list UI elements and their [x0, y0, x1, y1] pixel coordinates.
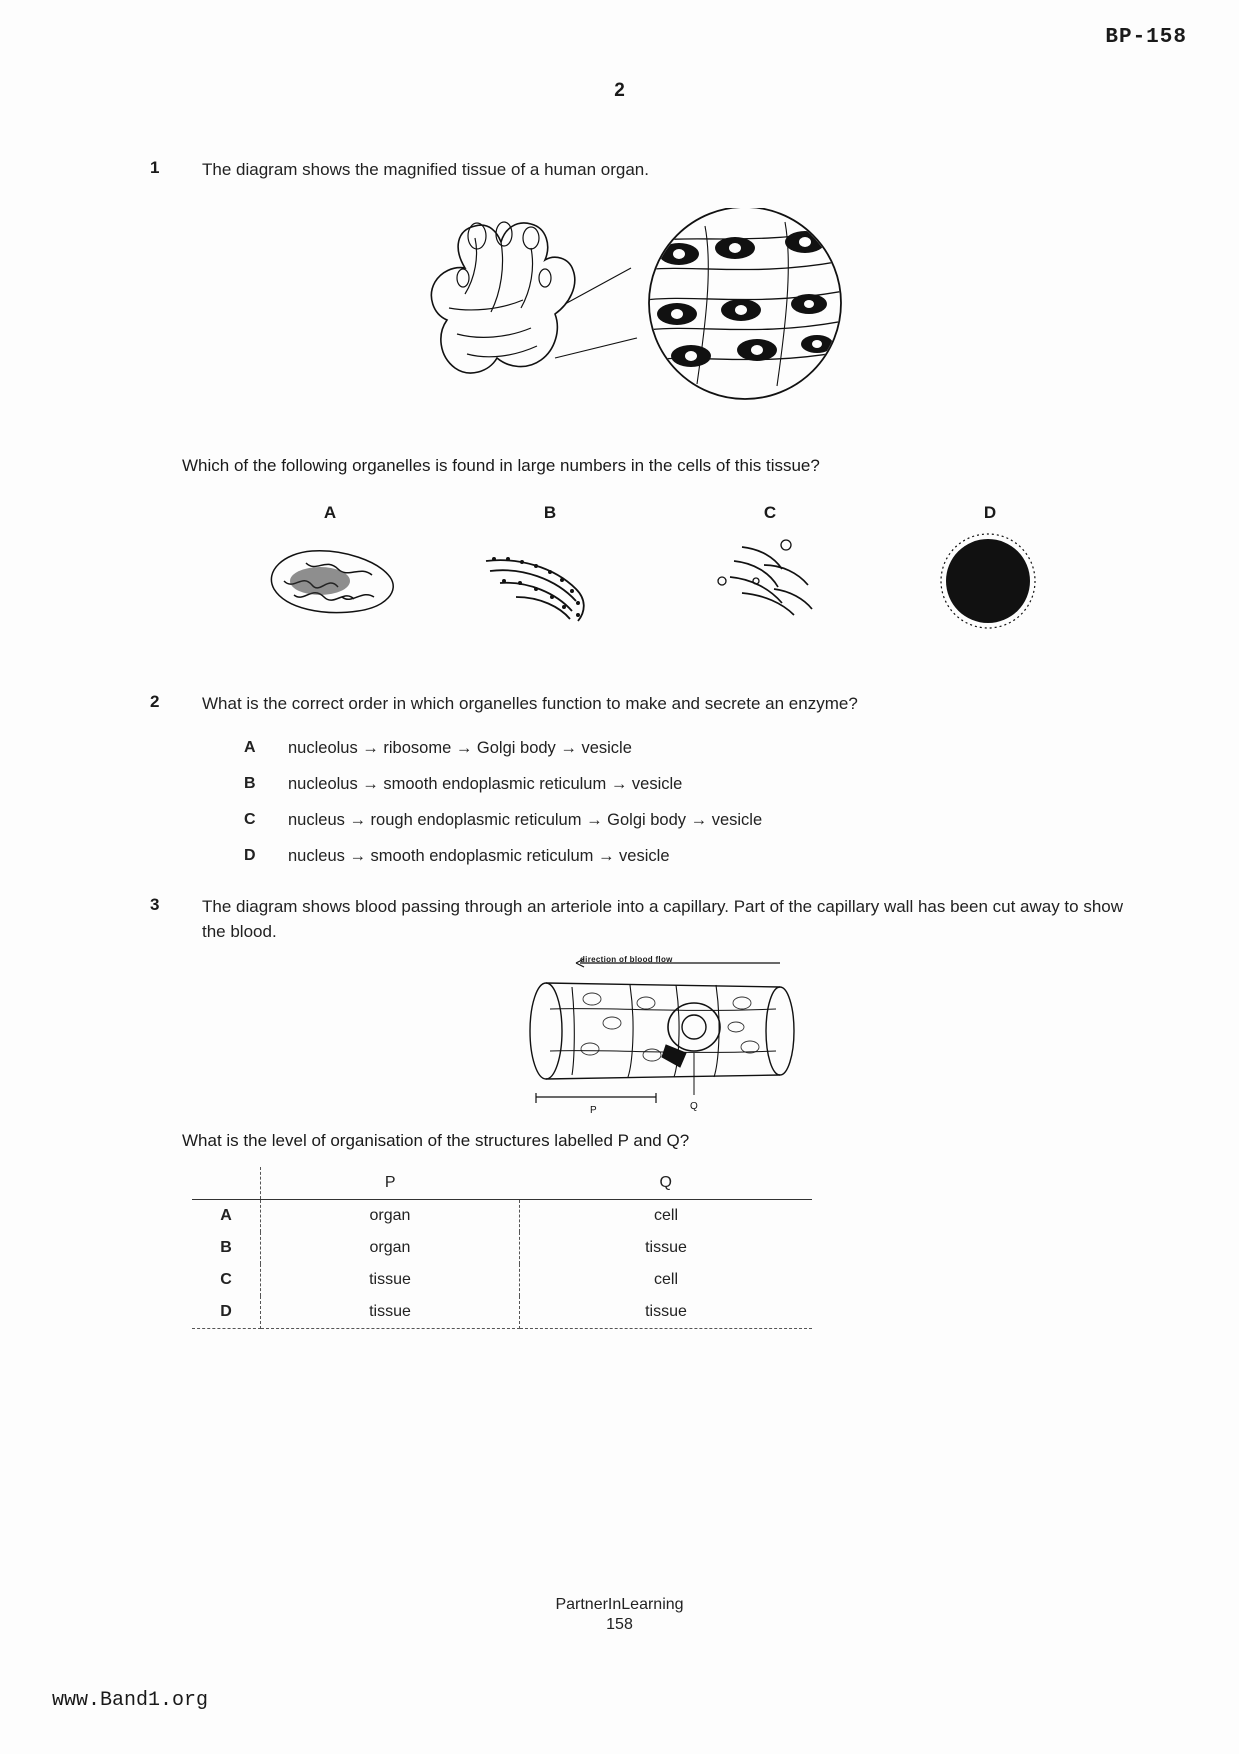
row-q-value: cell [653, 1271, 678, 1288]
question-1-options [190, 503, 1090, 663]
option-b[interactable] [202, 775, 1150, 794]
paper-code: BP-158 [1105, 26, 1187, 49]
option-a-label: nucleolus → ribosome → Golgi body → vesicle [288, 738, 632, 757]
table-row[interactable] [192, 1200, 812, 1233]
row-q-value: tissue [645, 1239, 687, 1256]
option-c[interactable] [670, 503, 870, 641]
table-row[interactable] [192, 1232, 812, 1264]
table-row[interactable] [192, 1264, 812, 1296]
question-2 [150, 692, 1150, 883]
question-1-stem-2: Which of the following organelles is found in large numbers in the cells of this tissue? [182, 456, 820, 475]
option-a[interactable] [230, 503, 430, 641]
question-2-stem: What is the correct order in which organelles function to make and secrete an enzyme? [202, 694, 858, 713]
question-3-stem-2: What is the level of organisation of the structures labelled P and Q? [182, 1131, 690, 1150]
row-q-value: cell [520, 1200, 813, 1233]
row-p-value: organ [261, 1200, 520, 1233]
question-1-stem: The diagram shows the magnified tissue of a human organ. [202, 160, 649, 179]
option-d[interactable] [890, 503, 1090, 641]
svg-text:P: P [590, 1105, 597, 1116]
row-p-value: tissue [261, 1296, 520, 1329]
heart-tissue-magnified-diagram [405, 208, 965, 423]
footer-url: www.Band1.org [52, 1689, 209, 1712]
option-c[interactable] [202, 811, 1150, 830]
nucleus-icon [890, 531, 1090, 641]
footer-page-number: 158 [606, 1616, 633, 1633]
question-2-options [202, 739, 1150, 866]
answer-table [192, 1167, 812, 1329]
question-3 [150, 895, 1150, 1320]
mitochondrion-icon [230, 531, 430, 641]
option-d[interactable] [202, 847, 1150, 866]
table-header-q: Q [520, 1167, 813, 1200]
option-b-letter: B [543, 503, 557, 522]
option-d-letter: D [244, 846, 256, 864]
option-d-label: nucleus → smooth endoplasmic reticulum → vesicle [288, 846, 670, 865]
table-header-p: P [261, 1167, 520, 1200]
option-b-letter: B [244, 774, 256, 792]
option-c-letter: C [763, 503, 777, 522]
golgi-body-icon [670, 531, 870, 641]
row-letter: A [192, 1200, 261, 1233]
capillary-diagram [480, 957, 840, 1127]
row-letter: C [192, 1264, 261, 1296]
question-1-number: 1 [150, 158, 160, 177]
option-b[interactable] [450, 503, 650, 641]
question-2-number: 2 [150, 692, 160, 711]
option-a-letter: A [323, 503, 337, 522]
svg-text:Q: Q [690, 1101, 698, 1112]
row-q-value: tissue [520, 1296, 813, 1329]
option-a-letter: A [244, 738, 256, 756]
option-b-label: nucleolus → smooth endoplasmic reticulum → vesicle [288, 774, 683, 793]
table-header-blank [192, 1167, 261, 1200]
option-d-letter: D [983, 503, 997, 522]
table-row[interactable] [192, 1296, 812, 1329]
question-3-number: 3 [150, 895, 160, 914]
rough-er-icon [450, 531, 650, 641]
page-number-top: 2 [614, 80, 625, 101]
row-p-value: organ [261, 1232, 520, 1264]
row-p-value: tissue [261, 1264, 520, 1296]
watermark-text: PartnerInLearning [555, 1596, 684, 1613]
question-3-stem: The diagram shows blood passing through an arteriole into a capillary. Part of the capillary wall has been cut away to show the blood. [202, 897, 1124, 941]
option-c-label: nucleus → rough endoplasmic reticulum → Golgi body → vesicle [288, 810, 763, 829]
option-a[interactable] [202, 739, 1150, 758]
blood-flow-caption: direction of blood flow [580, 955, 673, 964]
row-letter: B [192, 1232, 261, 1264]
option-c-letter: C [244, 810, 256, 828]
question-1 [150, 158, 1150, 522]
footer-watermark [0, 1596, 1239, 1634]
row-letter: D [192, 1296, 261, 1329]
